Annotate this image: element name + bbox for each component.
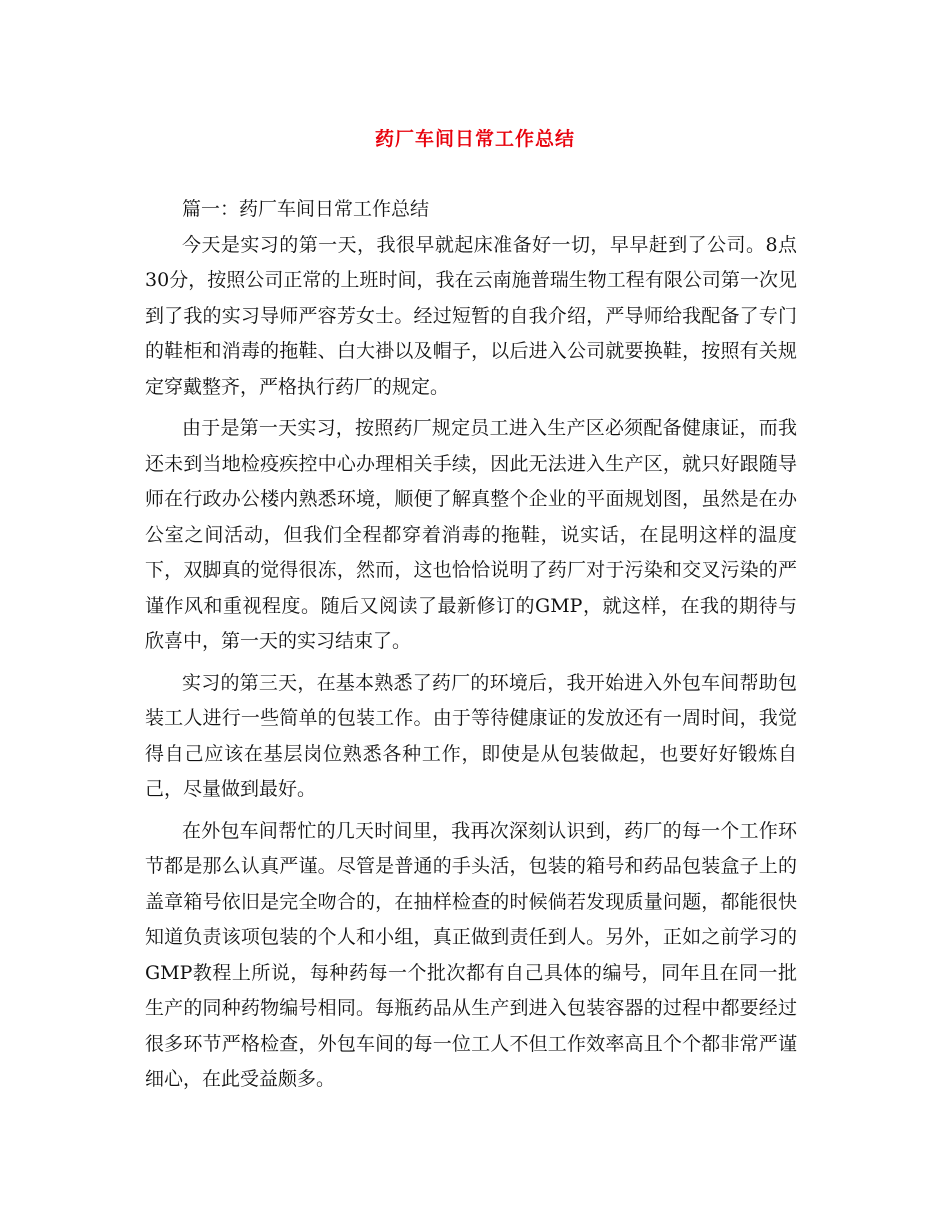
paragraph-1: 今天是实习的第一天，我很早就起床准备好一切，早早赶到了公司。8点30分，按照公司正常的上班时间，我在云南施普瑞生物工程有限公司第一次见到了我的实习导师严容芳女士。经过短暂的自我介绍，严导师给我配备了专门的鞋柜和消毒的拖鞋、白大褂以及帽子，以后进入公司就要换鞋，按照有关规定穿戴整齐，严格执行药厂的规定。 bbox=[145, 233, 797, 398]
paragraph-3: 实习的第三天，在基本熟悉了药厂的环境后，我开始进入外包车间帮助包装工人进行一些简单的包装工作。由于等待健康证的发放还有一周时间，我觉得自己应该在基层岗位熟悉各种工作，即使是从包装做起，也要好好锻炼自己，尽量做到最好。 bbox=[145, 671, 797, 800]
document-body bbox=[145, 192, 797, 1104]
section-heading: 篇一：药厂车间日常工作总结 bbox=[182, 198, 430, 220]
paragraph-2: 由于是第一天实习，按照药厂规定员工进入生产区必须配备健康证，而我还未到当地检疫疾控中心办理相关手续，因此无法进入生产区，就只好跟随导师在行政办公楼内熟悉环境，顺便了解真整个企业的平面规划图，虽然是在办公室之间活动，但我们全程都穿着消毒的拖鞋，说实话，在昆明这样的温度下，双脚真的觉得很冻，然而，这也恰恰说明了药厂对于污染和交叉污染的严谨作风和重视程度。随后又阅读了最新修订的GMP，就这样，在我的期待与欣喜中，第一天的实习结束了。 bbox=[145, 417, 797, 652]
paragraph-4: 在外包车间帮忙的几天时间里，我再次深刻认识到，药厂的每一个工作环节都是那么认真严谨。尽管是普通的手头活，包装的箱号和药品包装盒子上的盖章箱号依旧是完全吻合的，在抽样检查的时候倘若发现质量问题，都能很快知道负责该项包装的个人和小组，真正做到责任到人。另外，正如之前学习的GMP教程上所说，每种药每一个批次都有自己具体的编号，同年且在同一批生产的同种药物编号相同。每瓶药品从生产到进入包装容器的过程中都要经过很多环节严格检查，外包车间的每一位工人不但工作效率高且个个都非常严谨细心，在此受益颇多。 bbox=[145, 819, 797, 1090]
document-title: 药厂车间日常工作总结 bbox=[374, 128, 575, 150]
